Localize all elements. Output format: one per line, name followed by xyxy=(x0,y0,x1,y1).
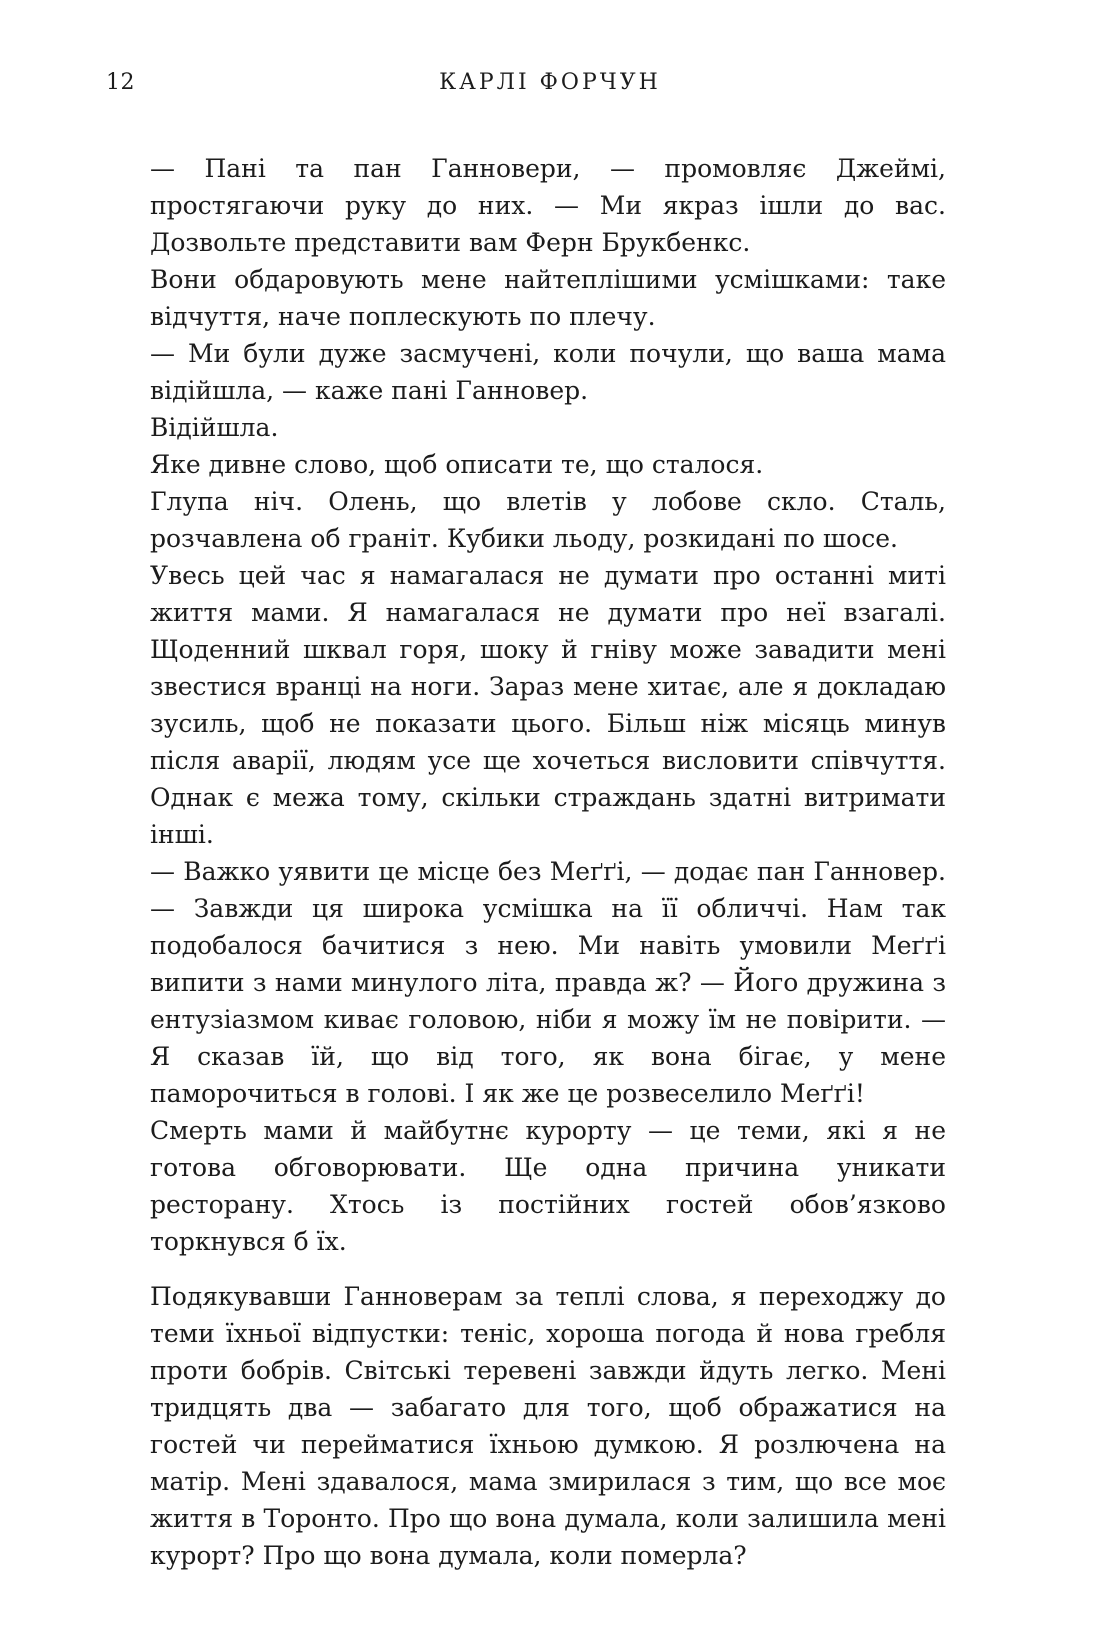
paragraph: Відійшла. xyxy=(150,413,279,442)
paragraph: — Ми були дуже засмучені, коли почули, що ваша мама відійшла, — каже пані Ганновер. xyxy=(150,339,946,405)
paragraph: Вони обдаровують мене найтеплішими усмішками: таке відчуття, наче поплескують по плечу. xyxy=(150,265,946,331)
paragraph: Подякувавши Ганноверам за теплі слова, я переходжу до теми їхньої відпустки: теніс, хороша погода й нова гребля проти бобрів. Світські теревені завжди йдуть легко. Мені тридцять два — забагато для того, щоб ображатися на гостей чи перейматися їхньою думкою. Я розлючена на матір. Мені здавалося, мама змирилася з тим, що все моє життя в Торонто. Про що вона думала, коли залишила мені курорт? Про що вона думала, коли померла? xyxy=(150,1282,946,1570)
page-number: 12 xyxy=(106,70,135,95)
body-text xyxy=(150,150,946,1574)
running-head: КАРЛІ ФОРЧУН xyxy=(439,70,661,95)
paragraph: Яке дивне слово, щоб описати те, що сталося. xyxy=(150,450,764,479)
paragraph: — Важко уявити це місце без Меґґі, — додає пан Ганновер. — Завжди ця широка усмішка на її обличчі. Нам так подобалося бачитися з нею. Ми навіть умовили Меґґі випити з нами минулого літа, правда ж? — Його дружина з ентузіазмом киває головою, ніби я можу їм не повірити. — Я сказав їй, що від того, як вона бігає, у мене паморочиться в голові. І як же це розвеселило Меґґі! xyxy=(150,857,946,1108)
paragraph: Глупа ніч. Олень, що влетів у лобове скло. Сталь, розчавлена об граніт. Кубики льоду, розкидані по шосе. xyxy=(150,487,946,553)
paragraph: — Пані та пан Ганновери, — промовляє Джеймі, простягаючи руку до них. — Ми якраз ішли до вас. Дозвольте представити вам Ферн Брукбенкс. xyxy=(150,154,946,257)
paragraph: Смерть мами й майбутнє курорту — це теми, які я не готова обговорювати. Ще одна причина уникати ресторану. Хтось із постійних гостей обов’язково торкнувся б їх. xyxy=(150,1116,946,1256)
paragraph: Увесь цей час я намагалася не думати про останні миті життя мами. Я намагалася не думати про неї взагалі. Щоденний шквал горя, шоку й гніву може завадити мені звестися вранці на ноги. Зараз мене хитає, але я докладаю зусиль, щоб не показати цього. Більш ніж місяць минув після аварії, людям усе ще хочеться висловити співчуття. Однак є межа тому, скільки страждань здатні витримати інші. xyxy=(150,561,946,849)
